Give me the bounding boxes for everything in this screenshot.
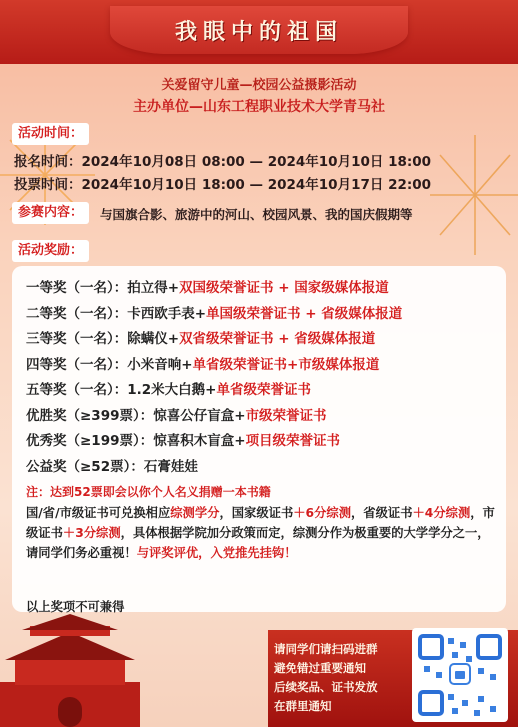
award-prize: 优秀奖（≥199票）：惊喜积木盲盒+ [26, 433, 246, 449]
firework-right [430, 130, 518, 260]
credit-segment: ＋6分综测 [293, 506, 351, 520]
award-honor: 项目级荣誉证书 [245, 433, 341, 449]
content-text: 与国旗合影、旅游中的河山、校园风景、我的国庆假期等 [100, 207, 413, 222]
award-item [26, 429, 340, 449]
award-prize: 三等奖（一名）：除螨仪+ [26, 331, 180, 347]
award-item [26, 276, 389, 296]
credit-segment: 国/省/市级证书可兑换相应 [26, 506, 171, 520]
qr-notice [274, 640, 414, 716]
credit-segment: ＋4分综测 [412, 506, 471, 520]
award-item [26, 353, 379, 373]
award-prize: 公益奖（≥52票）：石膏娃娃 [26, 458, 198, 475]
award-prize: 五等奖（一名）：1.2米大白鹅+ [26, 382, 217, 398]
award-prize: 二等奖（一名）：卡西欧手表+ [26, 305, 207, 322]
exclusive-note: 以上奖项不可兼得 [26, 600, 125, 614]
credit-segment: ，国家级证书 [219, 506, 294, 520]
awards-heading: 活动奖励： [12, 240, 89, 262]
donation-note: 注：达到52票即会以你个人名义捐赠一本书籍 [26, 485, 271, 499]
qr-notice-line: 避免错过重要通知 [274, 661, 366, 675]
award-prize: 一等奖（一名）：拍立得+ [26, 280, 180, 296]
award-honor: 市级荣誉证书 [245, 407, 327, 424]
award-prize: 四等奖（一名）：小米音响+ [26, 356, 193, 373]
award-item [26, 404, 327, 424]
credit-segment: ，市级证书 [26, 506, 495, 540]
qr-notice-line: 在群里通知 [274, 699, 332, 713]
credit-segment: ，具体根据学院加分政策而定，综测分作为极重要的大学学分之一，请同学们务必重视！ [26, 526, 490, 560]
qr-code-icon [412, 628, 508, 722]
credit-segment: ＋3分综测 [62, 526, 121, 540]
award-honor: 双国级荣誉证书 + 国家级媒体报道 [179, 280, 389, 296]
schedule-heading: 活动时间： [12, 123, 89, 145]
credit-segment: 综测学分 [170, 506, 220, 520]
award-prize: 优胜奖（≥399票）：惊喜公仔盲盒+ [26, 407, 246, 424]
page-title: 我眼中的祖国 [174, 18, 343, 45]
activity-subtitle: 关爱留守儿童—校园公益摄影活动 [161, 78, 357, 93]
tiananmen-illustration [0, 612, 140, 727]
organizer-line: 主办单位—山东工程职业技术大学青马社 [133, 99, 385, 115]
award-honor: 单省级荣誉证书+市级媒体报道 [192, 356, 380, 373]
award-item [26, 302, 402, 322]
content-heading: 参赛内容： [12, 202, 89, 224]
register-time: 报名时间：2024年10月08日 08:00 — 2024年10月10日 18:00 [14, 154, 432, 170]
header-banner [0, 0, 518, 64]
vote-time: 投票时间：2024年10月10日 18:00 — 2024年10月17日 22:00 [14, 177, 432, 193]
award-honor: 双省级荣誉证书 + 省级媒体报道 [179, 331, 376, 347]
credit-segment: ，省级证书 [351, 506, 413, 520]
group-qr-code[interactable] [412, 628, 508, 722]
award-item [26, 455, 198, 475]
award-item [26, 378, 311, 398]
qr-notice-line: 请同学们请扫码进群 [274, 642, 378, 656]
credit-segment: 与评奖评优，入党推先挂钩！ [136, 546, 297, 560]
award-honor: 单国级荣誉证书 + 省级媒体报道 [206, 305, 403, 322]
title-plate [110, 6, 408, 54]
qr-notice-line: 后续奖品、证书发放 [274, 680, 378, 694]
credit-paragraph [26, 503, 496, 563]
award-item [26, 327, 375, 347]
award-honor: 单省级荣誉证书 [216, 382, 311, 398]
